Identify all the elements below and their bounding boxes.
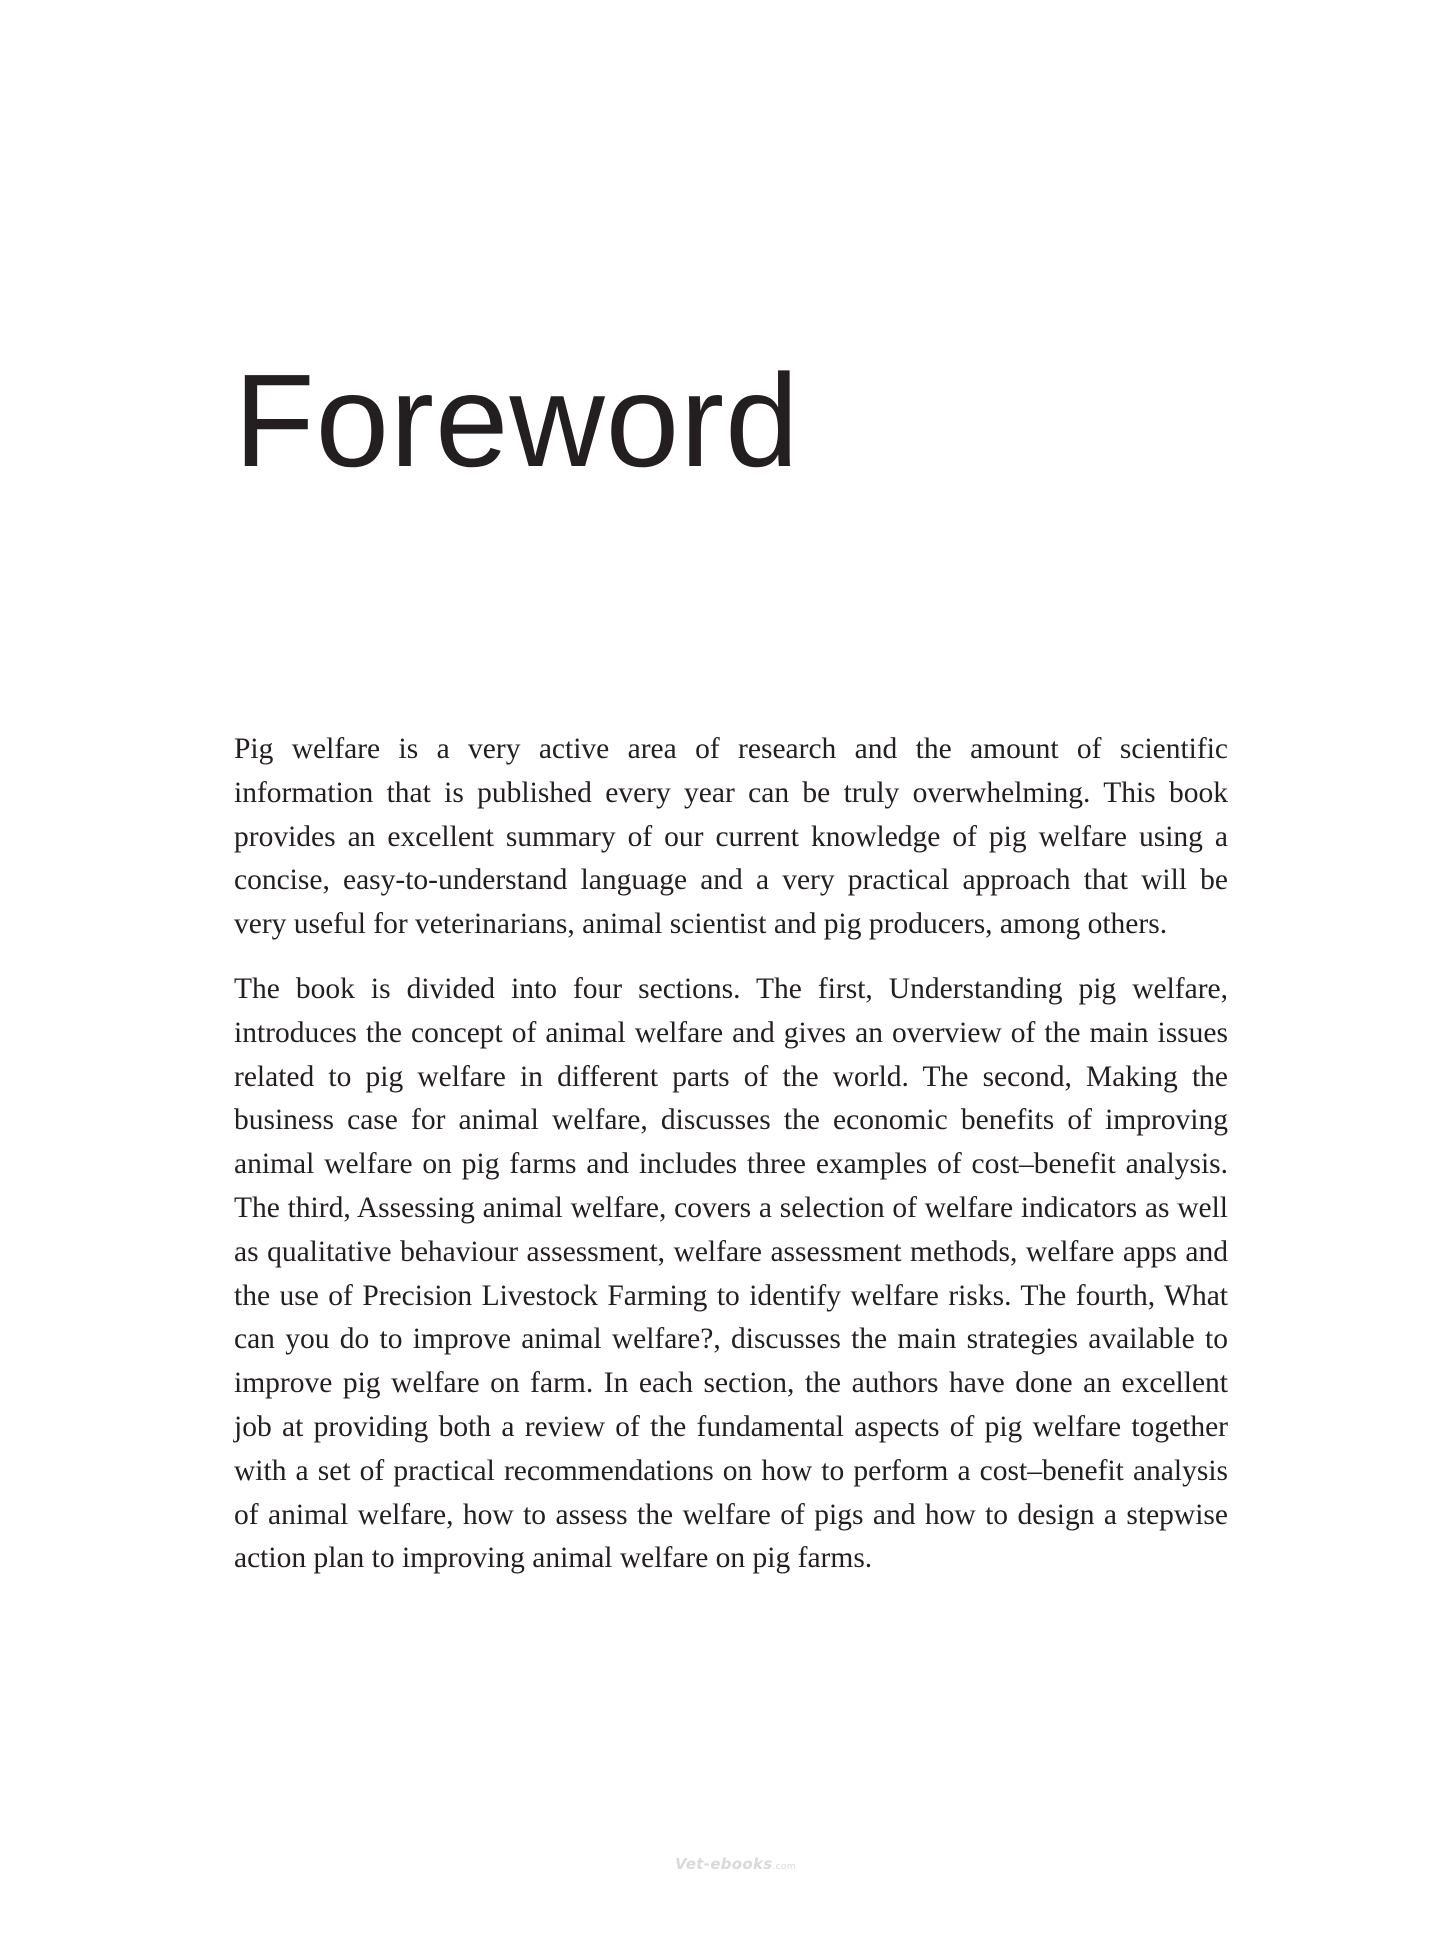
watermark-tld: .com bbox=[772, 1862, 796, 1872]
body-text bbox=[234, 728, 1228, 1602]
paragraph-2: The book is divided into four sections. The first, Understanding pig welfare, introduces the concept of animal welfare and gives an overview of the main issues related to pig welfare in different parts of the world. The second, Making the business case for animal welfare, discusses the economic benefits of improving animal welfare on pig farms and includes three examples of cost–benefit analysis. The third, Assessing animal welfare, covers a selection of welfare indicators as well as qualitative behaviour assessment, welfare assessment methods, welfare apps and the use of Precision Livestock Farming to identify welfare risks. The fourth, What can you do to improve animal welfare?, discusses the main strategies available to improve pig welfare on farm. In each section, the authors have done an excellent job at providing both a review of the fundamental aspects of pig welfare together with a set of practical recommendations on how to perform a cost–benefit analysis of animal welfare, how to assess the welfare of pigs and how to design a stepwise action plan to improving animal welfare on pig farms. bbox=[234, 972, 1228, 1575]
watermark-logo bbox=[675, 1855, 796, 1873]
paragraph-1: Pig welfare is a very active area of research and the amount of scientific information that is published every year can be truly overwhelming. This book provides an excellent summary of our current knowledge of pig welfare using a concise, easy-to-understand language and a very practical approach that will be very useful for veterinarians, animal scientist and pig producers, among others. bbox=[234, 733, 1228, 941]
page-title: Foreword bbox=[234, 347, 800, 494]
watermark-name: Vet-ebooks bbox=[675, 1855, 773, 1873]
